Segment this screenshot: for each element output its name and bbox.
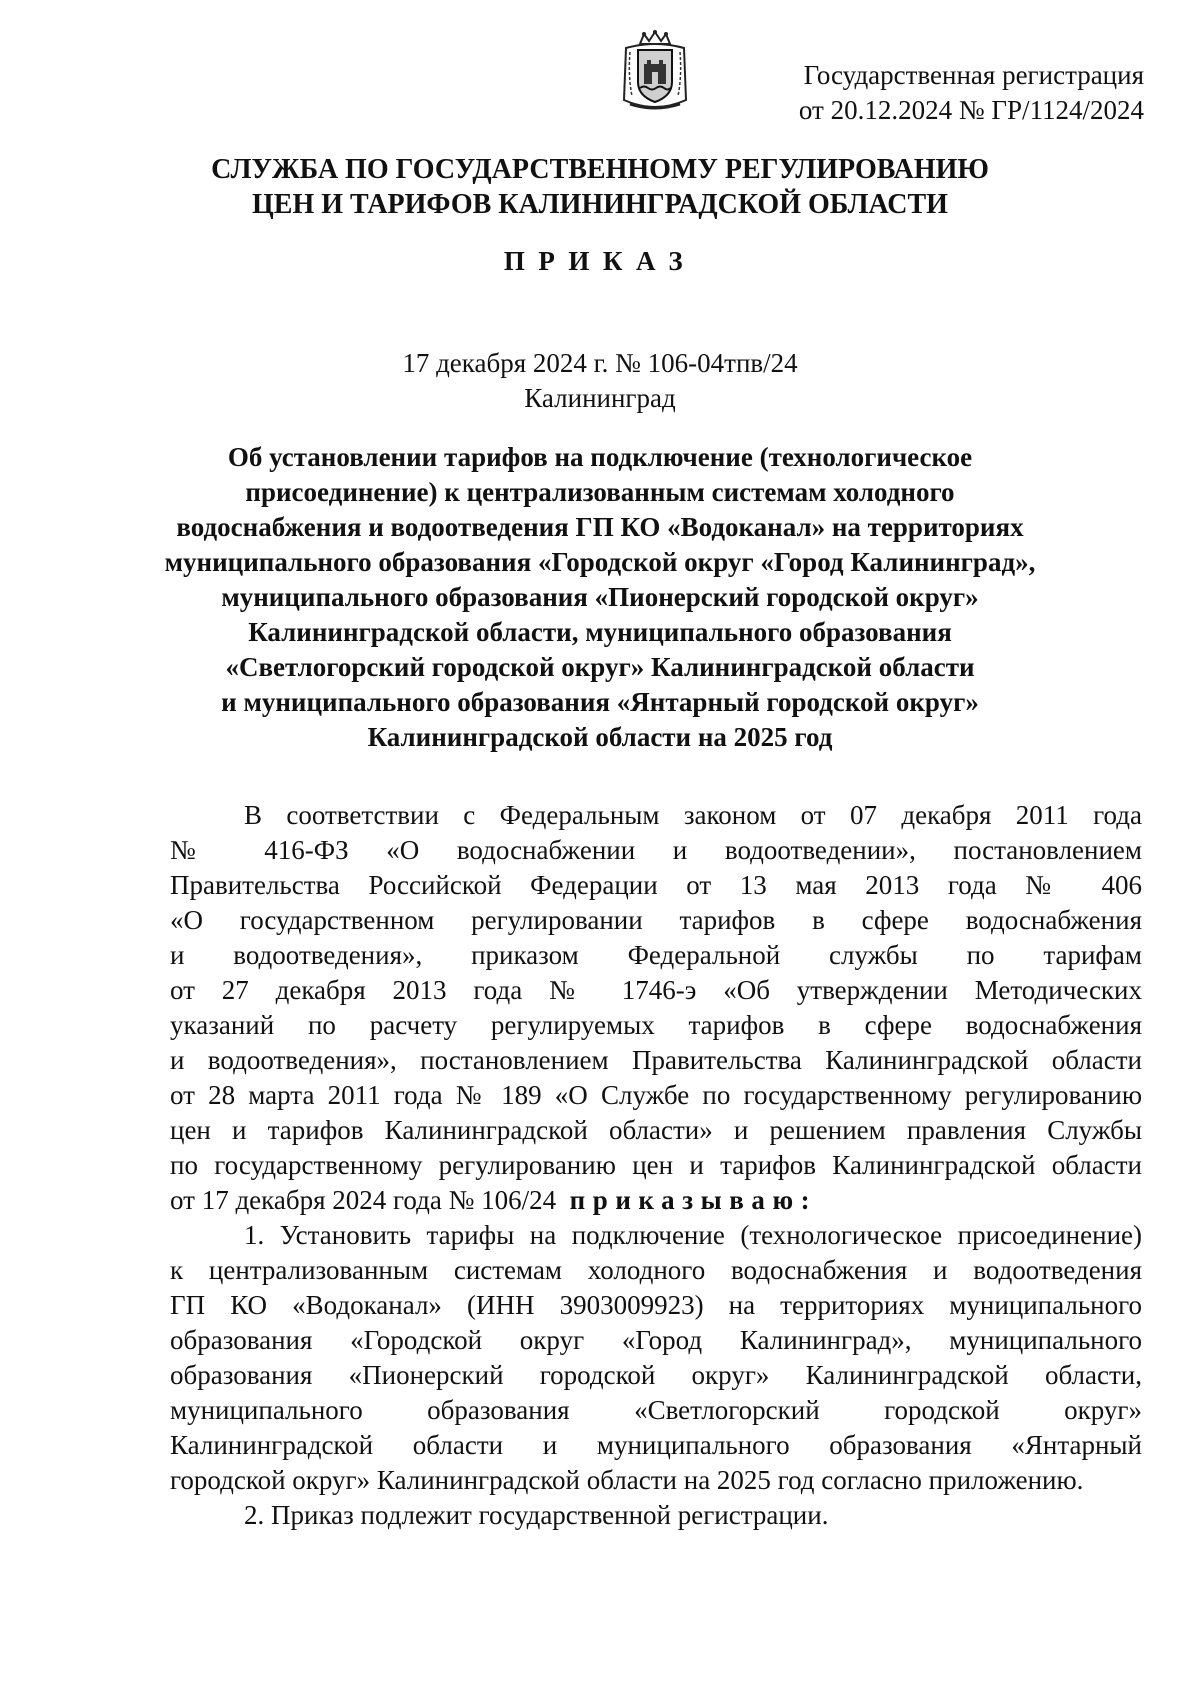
preamble-line: В соответствии с Федеральным законом от 07 декабря 2011 года — [244, 800, 1142, 830]
subject-line: присоединение) к централизованным системам холодного — [245, 477, 955, 507]
preamble-line: Правительства Российской Федерации от 13 мая 2013 года № 406 — [170, 870, 1142, 900]
item-1-last-line: городской округ» Калининградской области на 2025 год согласно приложению. — [170, 1465, 1084, 1495]
subject-line: муниципального образования «Городской округ «Город Калининград», — [164, 547, 1036, 577]
item-2-paragraph — [170, 1498, 1142, 1533]
item-1-line: к централизованным системам холодного водоснабжения и водоотведения — [170, 1255, 1142, 1285]
agency-name-line-2: ЦЕН И ТАРИФОВ КАЛИНИНГРАДСКОЙ ОБЛАСТИ — [252, 189, 948, 220]
subject-line: Калининградской области, муниципального образования — [248, 617, 952, 647]
preamble-line: цен и тарифов Калининградской области» и решением правления Службы — [170, 1115, 1142, 1145]
order-date-number: 17 декабря 2024 г. № 106-04тпв/24 — [402, 348, 798, 378]
preamble-last-line — [170, 1183, 1142, 1218]
registration-number: от 20.12.2024 № ГР/1124/2024 — [798, 95, 1144, 125]
document-type-heading: ПРИКАЗ — [503, 246, 697, 276]
order-body — [170, 798, 1142, 1533]
order-subject — [0, 440, 1200, 755]
item-1-line: образования «Городской округ «Город Калининград», муниципального — [170, 1325, 1142, 1355]
item-2-line: 2. Приказ подлежит государственной регистрации. — [244, 1500, 829, 1530]
subject-line: Калининградской области на 2025 год — [367, 722, 833, 752]
preamble-line: «О государственном регулировании тарифов в сфере водоснабжения — [170, 905, 1142, 935]
registration-stamp — [799, 58, 1144, 128]
preamble-last-text: от 17 декабря 2024 года № 106/24 — [170, 1185, 557, 1215]
preamble-line: № 416-ФЗ «О водоснабжении и водоотведении», постановлением — [170, 835, 1142, 865]
coat-of-arms-icon — [620, 30, 690, 114]
preamble-line: по государственному регулированию цен и тарифов Калининградской области — [170, 1150, 1142, 1180]
item-1-line: 1. Установить тарифы на подключение (технологическое присоединение) — [244, 1220, 1142, 1250]
subject-line: муниципального образования «Пионерский городской округ» — [221, 582, 979, 612]
item-1-line: ГП КО «Водоканал» (ИНН 3903009923) на территориях муниципального — [170, 1290, 1142, 1320]
item-1-line: Калининградской области и муниципального образования «Янтарный — [170, 1430, 1142, 1460]
preamble-line: и водоотведения», постановлением Правительства Калининградской области — [170, 1045, 1142, 1075]
agency-name-line-1: СЛУЖБА ПО ГОСУДАРСТВЕННОМУ РЕГУЛИРОВАНИЮ — [211, 154, 989, 185]
registration-label: Государственная регистрация — [803, 60, 1144, 90]
order-meta — [0, 346, 1200, 416]
item-1-line: муниципального образования «Светлогорский городской округ» — [170, 1395, 1142, 1425]
item-1-line: образования «Пионерский городской округ» Калининградской области, — [170, 1360, 1142, 1390]
subject-line: водоснабжения и водоотведения ГП КО «Водоканал» на территориях — [176, 512, 1024, 542]
decree-word: приказываю: — [569, 1185, 818, 1215]
preamble-paragraph — [170, 798, 1142, 1218]
subject-line: и муниципального образования «Янтарный городской округ» — [221, 687, 979, 717]
preamble-line: указаний по расчету регулируемых тарифов в сфере водоснабжения — [170, 1010, 1142, 1040]
subject-line: «Светлогорский городской округ» Калининградской области — [225, 652, 975, 682]
preamble-line: от 27 декабря 2013 года № 1746-э «Об утверждении Методических — [170, 975, 1142, 1005]
subject-line: Об установлении тарифов на подключение (технологическое — [227, 442, 973, 472]
preamble-line: и водоотведения», приказом Федеральной службы по тарифам — [170, 940, 1142, 970]
order-city: Калининград — [524, 383, 676, 413]
agency-name — [0, 152, 1200, 222]
item-1-paragraph — [170, 1218, 1142, 1498]
preamble-line: от 28 марта 2011 года № 189 «О Службе по государственному регулированию — [170, 1080, 1142, 1110]
